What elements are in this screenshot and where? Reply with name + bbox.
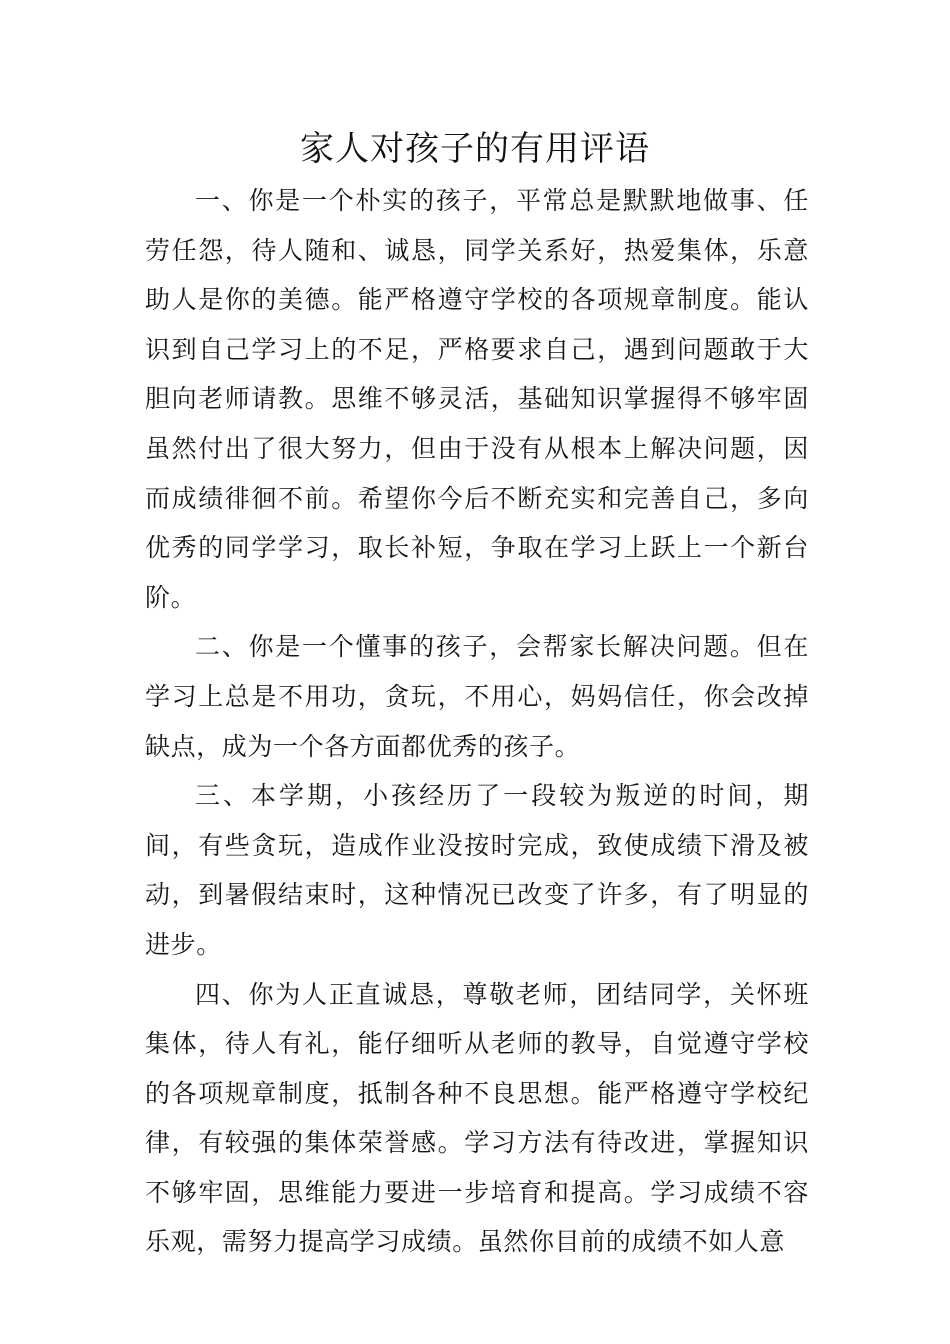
paragraph-1: 一、你是一个朴实的孩子，平常总是默默地做事、任劳任怨，待人随和、诚恳，同学关系好，热爱集体，乐意助人是你的美德。能严格遵守学校的各项规章制度。能认识到自己学习上的不足，严格要求自己，遇到问题敢于大胆向老师请教。思维不够灵活，基础知识掌握得不够牢固虽然付出了很大努力，但由于没有从根本上解决问题，因而成绩徘徊不前。希望你今后不断充实和完善自己，多向优秀的同学学习，取长补短，争取在学习上跃上一个新台阶。 xyxy=(145,186,809,612)
document-body xyxy=(145,176,809,1267)
document-title: 家人对孩子的有用评语 xyxy=(300,129,650,169)
paragraph-4: 四、你为人正直诚恳，尊敬老师，团结同学，关怀班集体，待人有礼，能仔细听从老师的教导，自觉遵守学校的各项规章制度，抵制各种不良思想。能严格遵守学校纪律，有较强的集体荣誉感。学习方法有待改进，掌握知识不够牢固，思维能力要进一步培育和提高。学习成绩不容乐观，需努力提高学习成绩。虽然你目前的成绩不如人意 xyxy=(145,979,809,1257)
paragraph-2: 二、你是一个懂事的孩子，会帮家长解决问题。但在学习上总是不用功，贪玩，不用心，妈妈信任，你会改掉缺点，成为一个各方面都优秀的孩子。 xyxy=(145,632,809,761)
paragraph-3: 三、本学期，小孩经历了一段较为叛逆的时间，期间，有些贪玩，造成作业没按时完成，致使成绩下滑及被动，到暑假结束时，这种情况已改变了许多，有了明显的进步。 xyxy=(145,781,809,959)
